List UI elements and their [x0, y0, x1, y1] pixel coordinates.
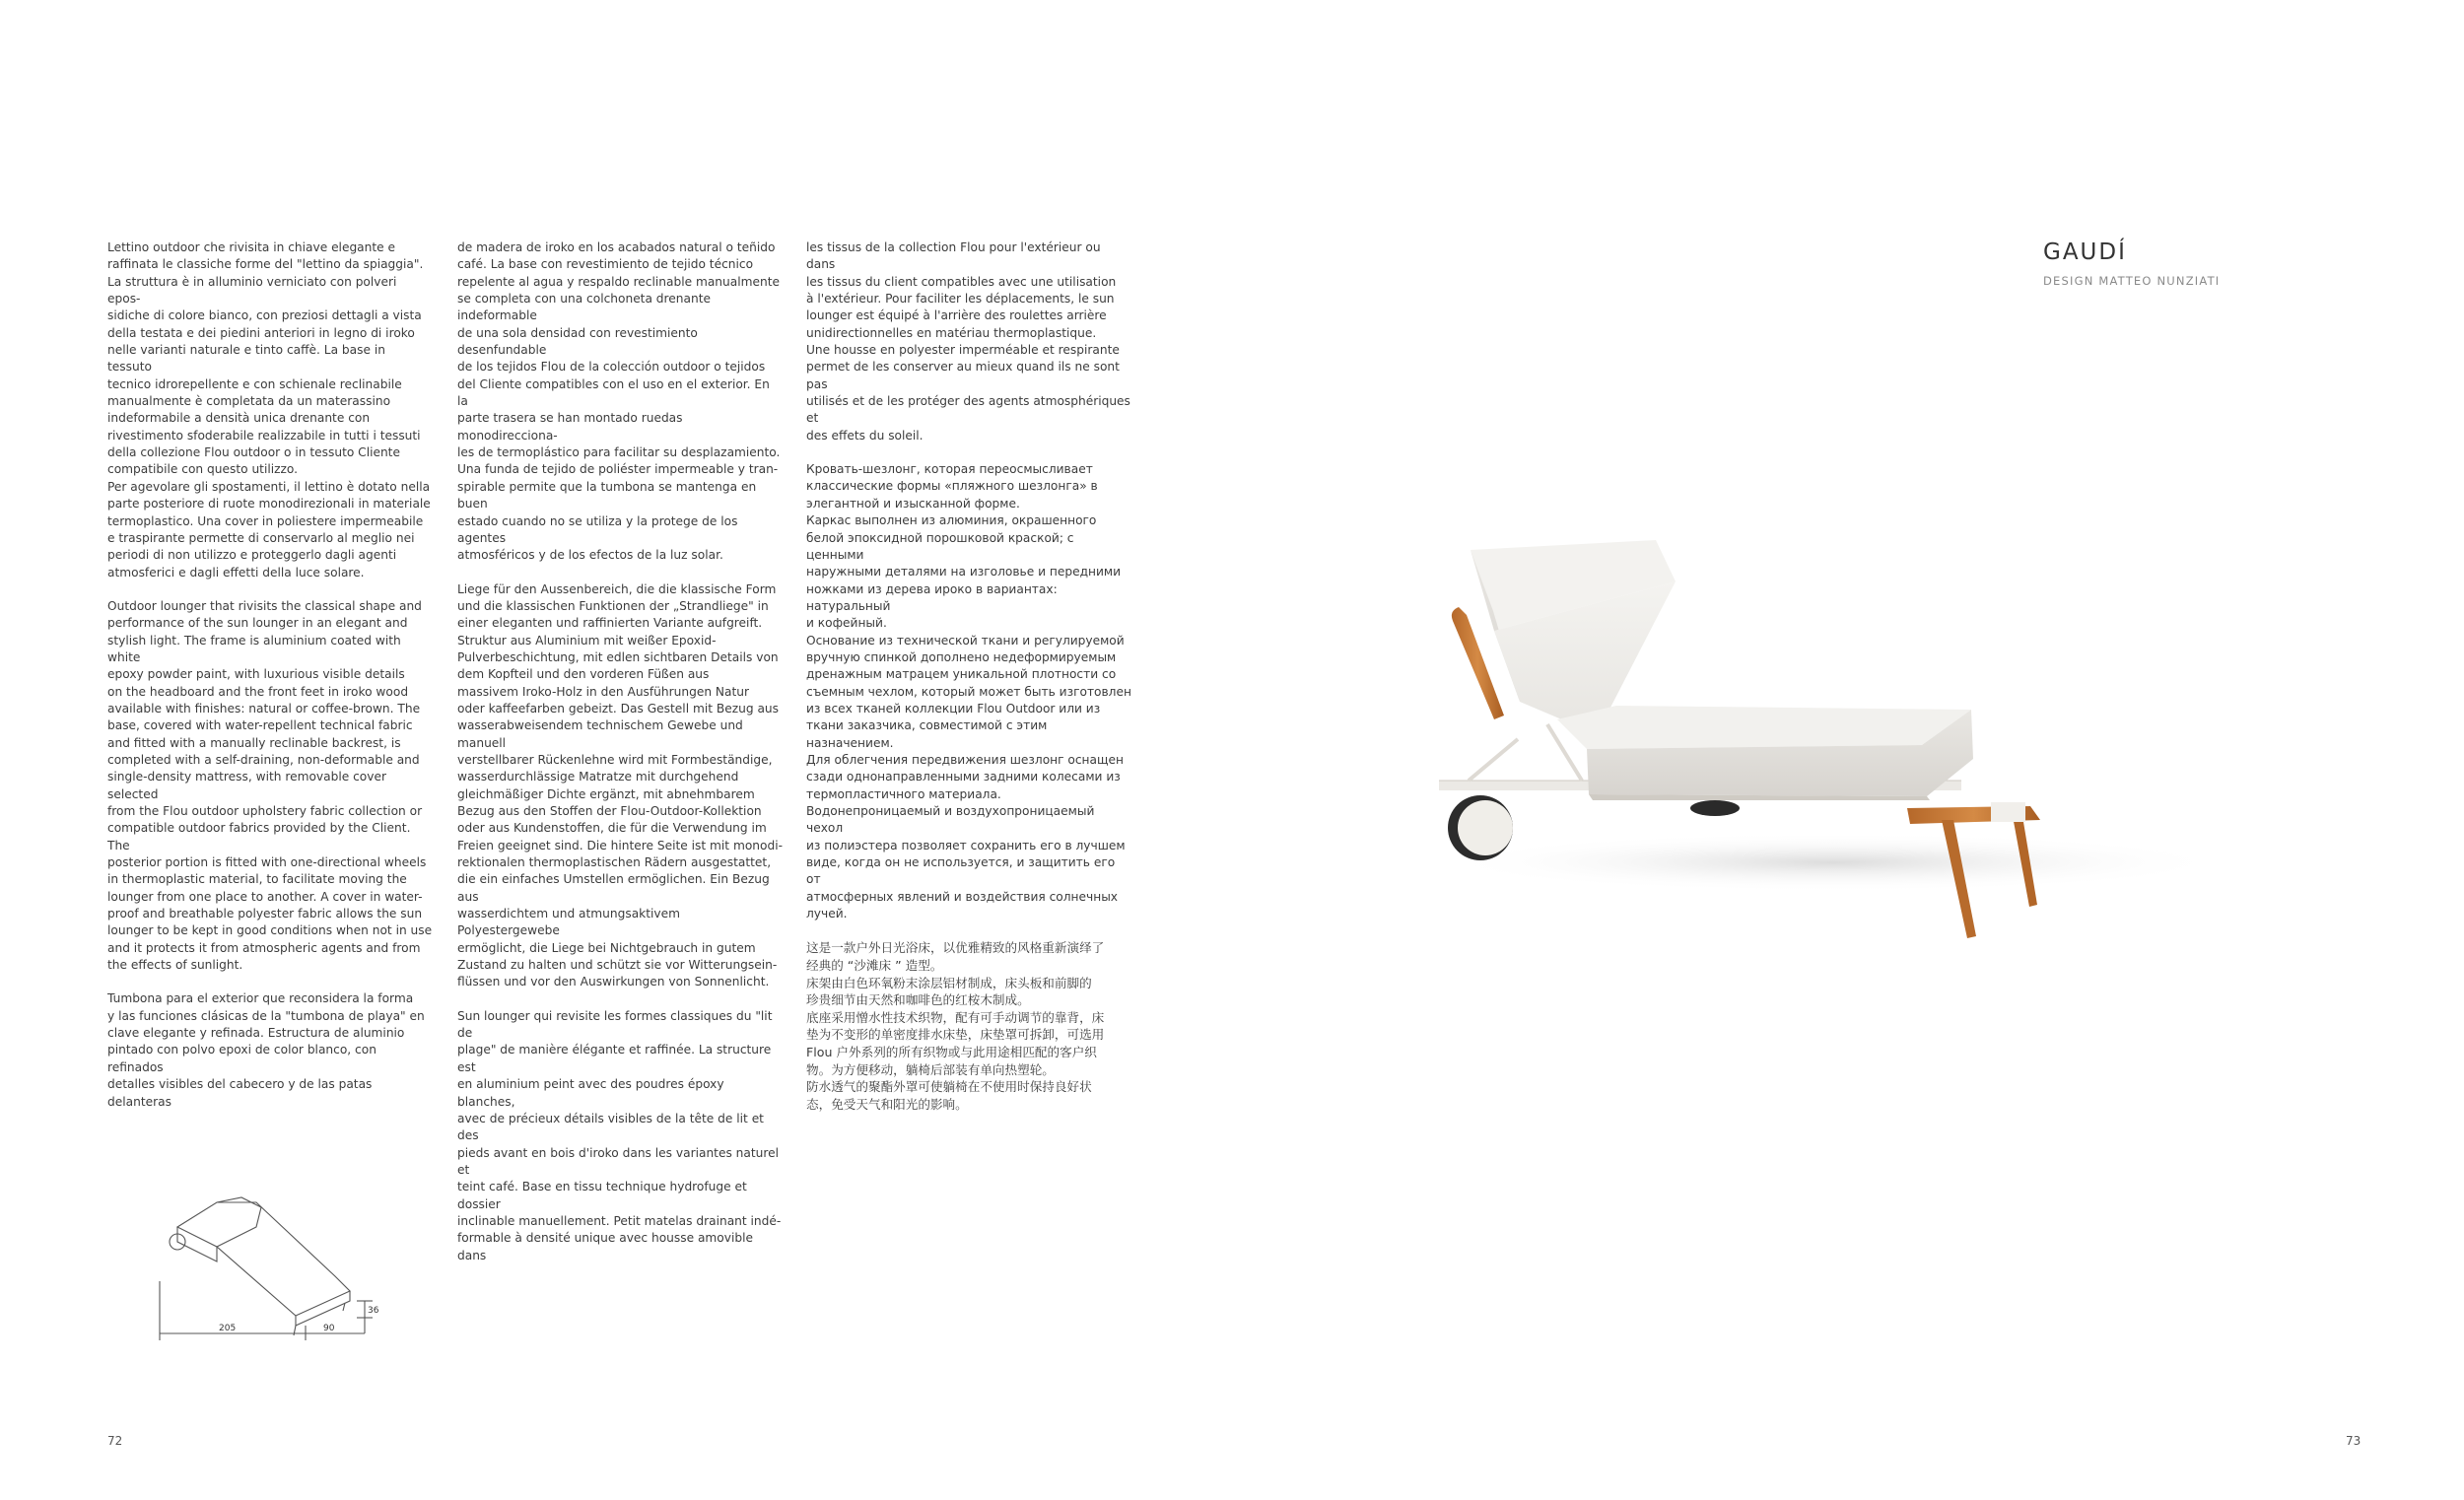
spanish-description-end: de madera de iroko en los acabados natural o teñido café. La base con revestimiento de tejido técnico repelente al agua y respaldo reclinable manualmente se completa con una colchoneta drenante indeformable de una sola densidad con revestimiento desenfundable de los tejidos Flou de la colección outdoor o tejidos del Cliente compatibles con el uso en el exterior. En la parte trasera se han montado ruedas monodirecciona- les de termoplástico para facilitar su desplazamiento. Una funda de tejido de poliéster impermeable y tran- spirable permite que la tumbona se mantenga en buen estado cuando no se utiliza y la protege de los agentes atmosféricos y de los efectos de la luz solar. — [457, 240, 781, 563]
dimension-drawing — [148, 1188, 384, 1340]
french-description-start: Sun lounger qui revisite les formes classiques du "lit de plage" de manière élégante et raffinée. La structure est en aluminium peint avec des poudres époxy blanches, avec de précieux détails visibles de la tête de lit et des pieds avant en bois d'iroko dans les variantes naturel et teint café. Base en tissu technique hydrofuge et dossier inclinable manuellement. Petit matelas drainant indé- formable à densité unique avec housse amovible dans — [457, 1008, 782, 1262]
width-label: 90 — [323, 1324, 335, 1333]
text-column-2 — [457, 239, 783, 1281]
french-description-end: les tissus de la collection Flou pour l'extérieur ou dans les tissus du client compatibles avec une utilisation à l'extérieur. Pour faciliter les déplacements, le sun lounger est équipé à l'arrière des roulettes arrière unidirectionnelles en matériau thermoplastique. Une housse en polyester imperméable et respirante permet de les conserver au mieux quand ils ne sont pas utilisés et de les protéger des agents atmosphériques et des effets du soleil. — [806, 240, 1130, 443]
english-description: Outdoor lounger that rivisits the classical shape and performance of the sun lounger in an elegant and stylish light. The frame is aluminium coated with white epoxy powder paint, with luxurious visible details on the headboard and the front feet in iroko wood available with finishes: natural or coffee-brown. The base, covered with water-repellent technical fabric and fitted with a manually reclinable backrest, is completed with a self-draining, non-deformable and single-density mattress, with removable cover selected from the Flou outdoor upholstery fabric collection or compatible outdoor fabrics provided by the Client. The posterior portion is fitted with one-directional wheels in thermoplastic material, to facilitate moving the lounger from one place to another. A cover in water- proof and breathable polyester fabric allows the sun lounger to be kept in good conditions when not in use and it protects it from atmospheric agents and from the effects of sunlight. — [107, 598, 433, 973]
german-description: Liege für den Aussenbereich, die die klassische Form und die klassischen Funktionen der „Strandliege" in einer eleganten und raffinierten Variante aufgreift. Struktur aus Aluminium mit weißer Epoxid- Pulverbeschichtung, mit edlen sichtbaren Details von dem Kopfteil und den vorderen Füßen aus massivem Iroko-Holz in den Ausführungen Natur oder kaffeefarben gebeizt. Das Gestell mit Bezug aus wasserabweisendem technischem Gewebe und manuell verstellbarer Rückenlehne wird mit Formbeständige, wasserdurchlässige Matratze mit durchgehend gleichmäßiger Dichte ergänzt, mit abnehmbarem Bezug aus den Stoffen der Flou-Outdoor-Kollektion oder aus Kundenstoffen, die für die Verwendung im Freien geeignet sind. Die hintere Seite ist mit monodi- rektionalen thermoplastischen Rädern ausgestattet, die ein einfaches Umstellen ermöglichen. Ein Bezug aus wasserdichtem und atmungsaktivem Polyestergewebe ermöglicht, die Liege bei Nichtgebrauch in gutem Zustand zu halten und schützt sie vor Witterungsein- flüssen und vor den Auswirkungen von Sonnenlicht. — [457, 581, 783, 989]
sun-lounger-photo — [1409, 512, 2316, 946]
italian-description: Lettino outdoor che rivisita in chiave elegante e raffinata le classiche forme del "lettino da spiaggia". La struttura è in alluminio verniciato con polveri epos- sidiche di colore bianco, con preziosi dettagli a vista della testata e dei piedini anteriori in legno di iroko nelle varianti naturale e tinto caffè. La base in tessuto tecnico idrorepellente e con schienale reclinabile manualmente è completata da un materassino indeformabile a densità unica drenante con rivestimento sfoderabile realizzabile in tutti i tessuti della collezione Flou outdoor o in tessuto Cliente compatibile con questo utilizzo. Per agevolare gli spostamenti, il lettino è dotato nella parte posteriore di ruote monodirezionali in materiale termoplastico. Una cover in poliestere impermeabile e traspirante permette di conservarlo al meglio nei periodi di non utilizzo e proteggerlo dagli agenti atmosferici e dagli effetti della luce solare. — [107, 240, 431, 580]
text-column-3 — [806, 239, 1131, 1129]
page-number-right: 73 — [2346, 1434, 2361, 1448]
spanish-description-start: Tumbona para el exterior que reconsidera la forma y las funciones clásicas de la "tumbona de playa" en clave elegante y refinada. Estructura de aluminio pintado con polvo epoxi de color blanco, con refinados detalles visibles del cabecero y de las patas delanteras — [107, 991, 425, 1109]
designer-credit: DESIGN MATTEO NUNZIATI — [2043, 274, 2221, 288]
text-column-1 — [107, 239, 433, 1127]
russian-description: Кровать-шезлонг, которая переосмысливает классические формы «пляжного шезлонга» в элегантной и изысканной форме. Каркас выполнен из алюминия, окрашенного белой эпоксидной порошковой краской; с ценными наружными деталями на изголовье и передними ножками из дерева ироко в вариантах: натуральный и кофейный. Основание из технической ткани и регулируемой вручную спинкой дополнено недеформируемым дренажным матрацем уникальной плотности со съемным чехлом, который может быть изготовлен из всех тканей коллекции Flou Outdoor или из ткани заказчика, совместимой с этим назначением. Для облегчения передвижения шезлонг оснащен сзади однонаправленными задними колесами из термопластичного материала. Водонепроницаемый и воздухопроницаемый чехол из полиэстера позволяет сохранить его в лучшем виде, когда он не используется, и защитить его от атмосферных явлений и воздействия солнечных лучей. — [806, 462, 1131, 921]
product-name: GAUDÍ — [2043, 239, 2127, 265]
chinese-description: 这是一款户外日光浴床，以优雅精致的风格重新演绎了 经典的 “沙滩床 ” 造型。 床架由白色环氧粉末涂层铝材制成，床头板和前脚的 珍贵细节由天然和咖啡色的红桉木制成。 底座采用憎水性技术织物，配有可手动调节的靠背，床 垫为不变形的单密度排水床垫，床垫罩可拆卸，可选用 Flou 户外系列的所有织物或与此用途相匹配的客户织 物。为方便移动，躺椅后部装有单向热塑轮。 防水透气的聚酯外罩可使躺椅在不使用时保持良好状 态，免受天气和阳光的影响。 — [806, 940, 1105, 1112]
length-label: 205 — [219, 1324, 237, 1333]
page-number-left: 72 — [107, 1434, 123, 1448]
height-label: 36 — [368, 1306, 379, 1316]
